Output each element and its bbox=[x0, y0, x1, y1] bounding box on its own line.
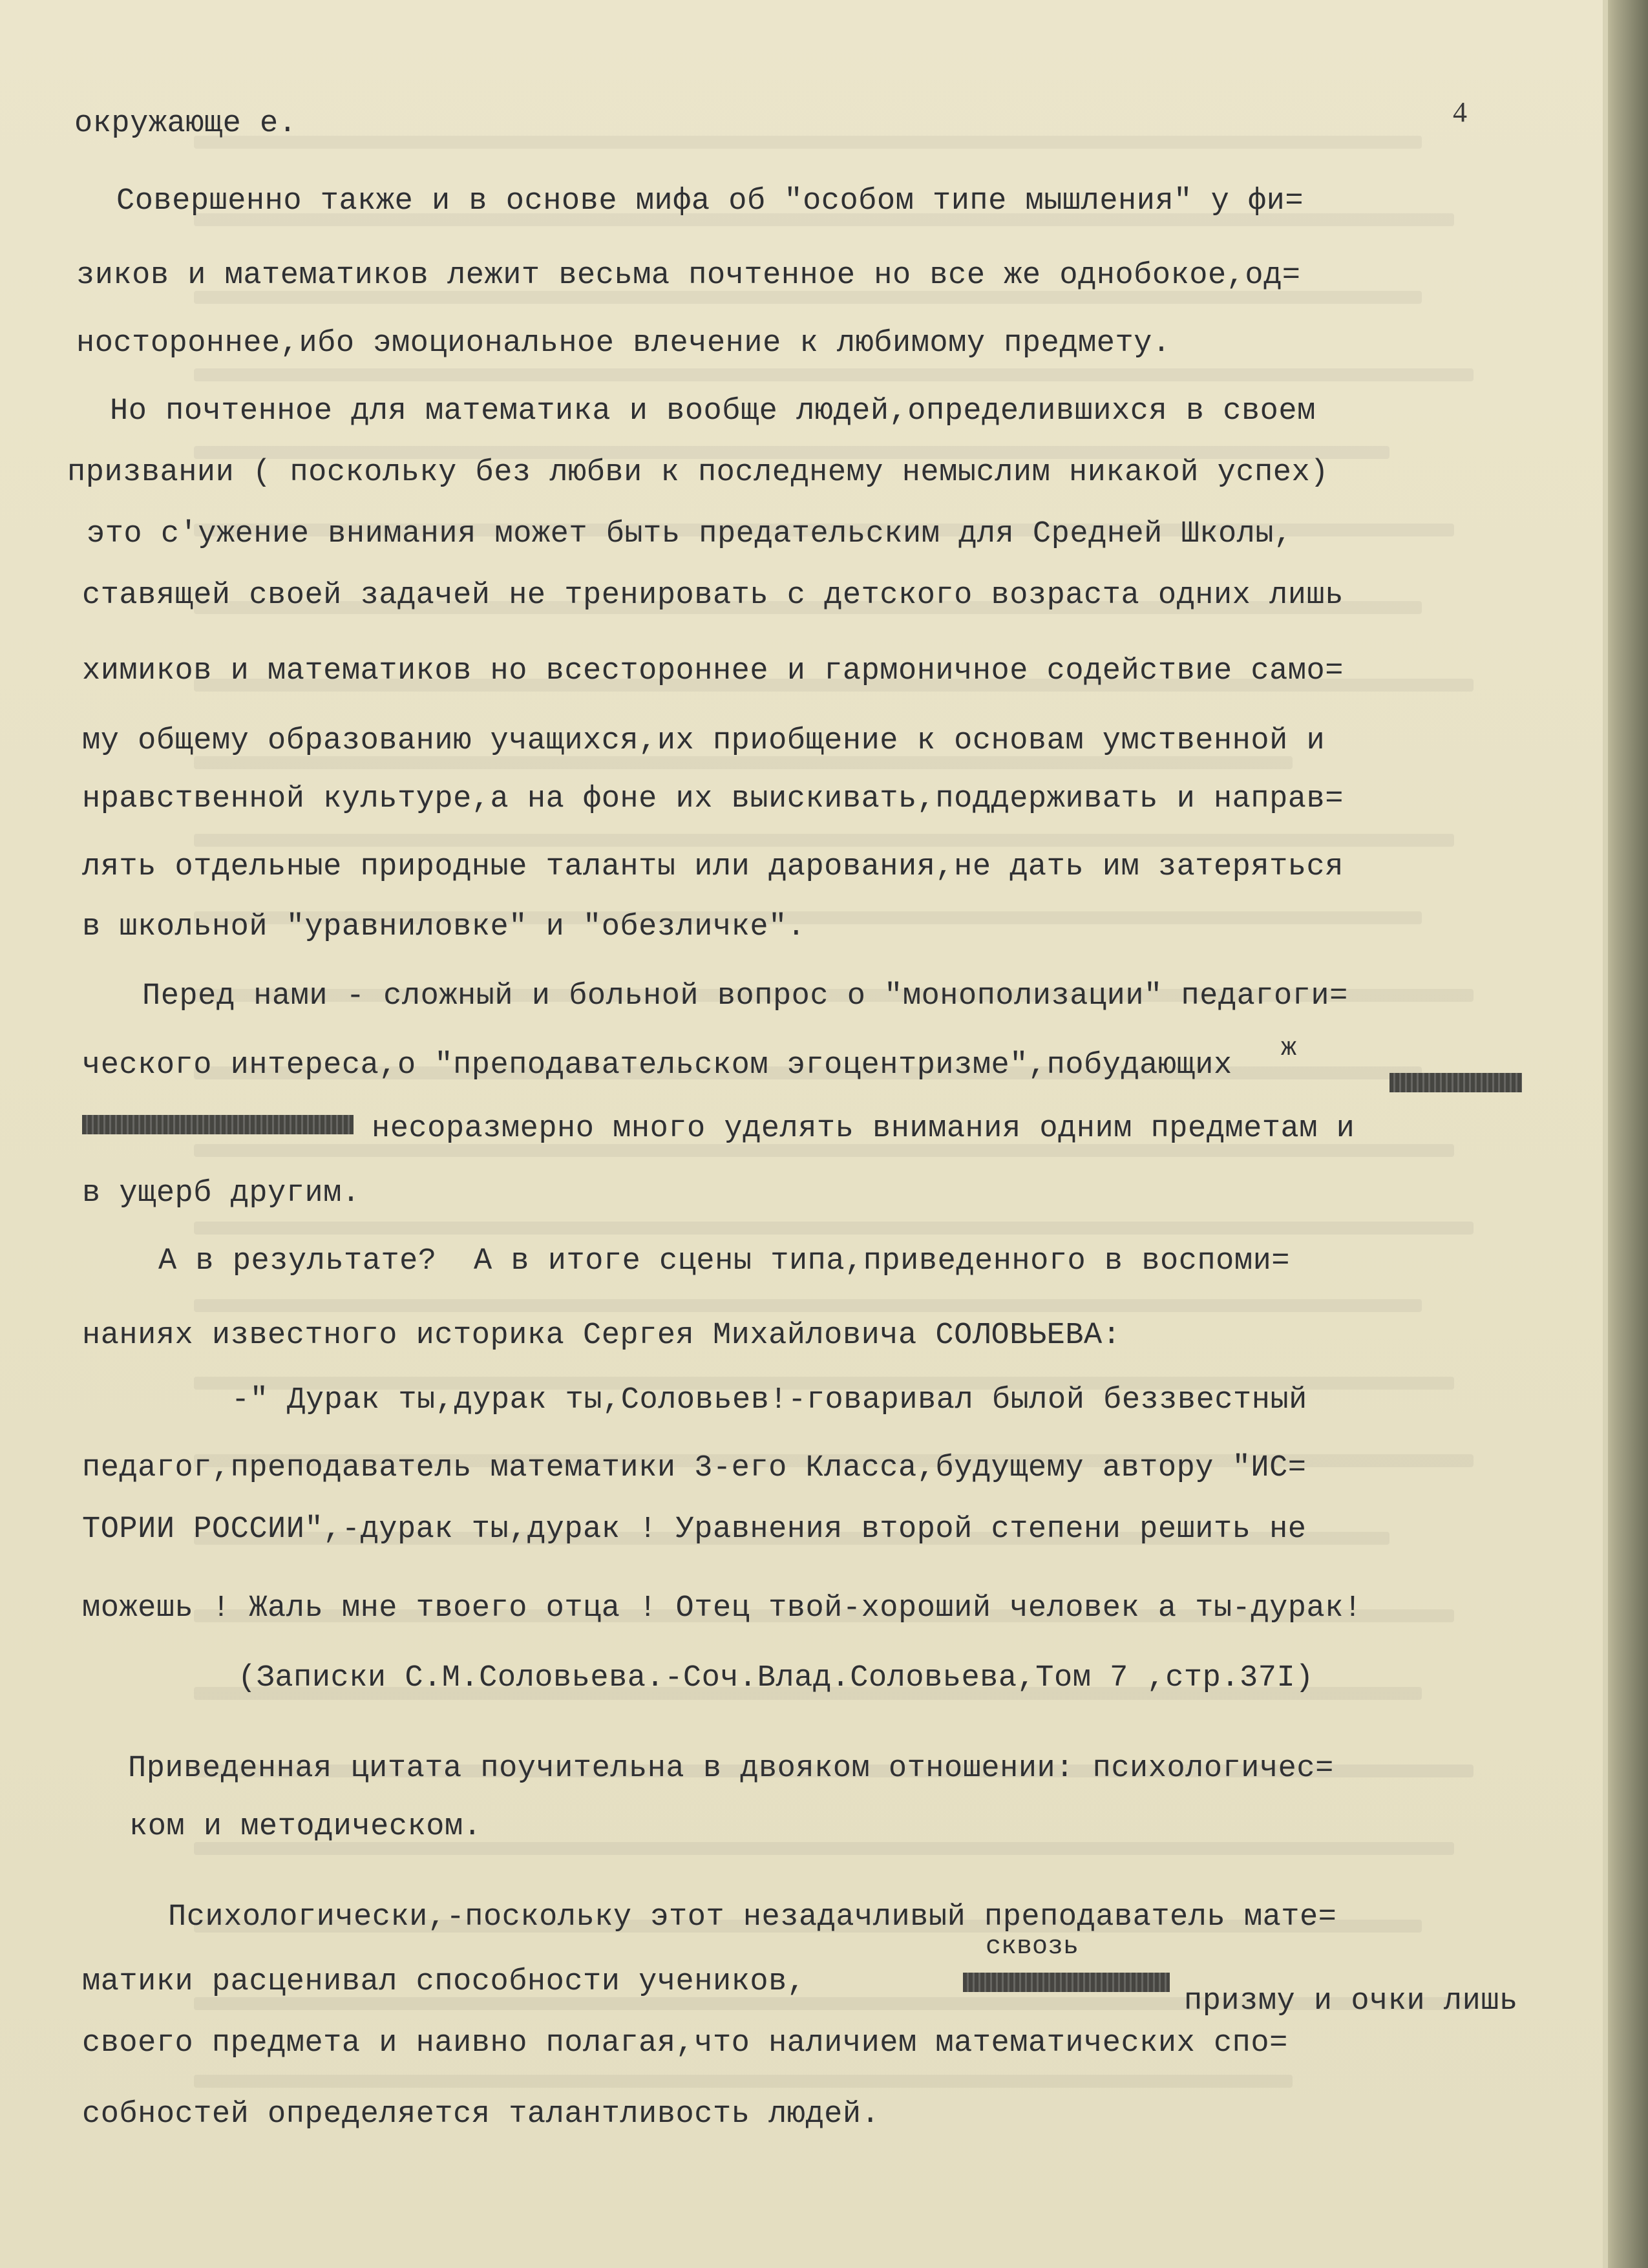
text-line: химиков и математиков но всестороннее и гармоничное содействие само= bbox=[82, 654, 1344, 688]
struck-out-text bbox=[82, 1115, 354, 1134]
struck-out-text bbox=[963, 1973, 1170, 1992]
text-line: му общему образованию учащихся,их приобщение к основам умственной и bbox=[82, 724, 1326, 758]
scanner-background-edge bbox=[1603, 0, 1648, 2268]
text-line: ческого интереса,о "преподавательском эгоцентризме",побудающих bbox=[82, 1048, 1232, 1083]
text-line: Психологически,-поскольку этот незадачливый преподаватель мате= bbox=[168, 1900, 1337, 1934]
text-line: ностороннее,ибо эмоциональное влечение к любимому предмету. bbox=[76, 326, 1171, 361]
text-line: нравственной культуре,а на фоне их выискивать,поддерживать и направ= bbox=[82, 782, 1344, 816]
text-line: Перед нами - сложный и больной вопрос о "монополизации" педагоги= bbox=[142, 979, 1348, 1013]
text-line: собностей определяется талантливость людей. bbox=[82, 2097, 880, 2132]
text-line: А в результате? А в итоге сцены типа,приведенного в воспоми= bbox=[158, 1244, 1290, 1278]
handwritten-insert: ж bbox=[1281, 1034, 1297, 1063]
text-line: Совершенно также и в основе мифа об "особом типе мышления" у фи= bbox=[116, 184, 1304, 218]
text-line: несоразмерно много уделять внимания одним предметам и bbox=[372, 1112, 1355, 1146]
text-line: матики расценивал способности учеников, bbox=[82, 1965, 806, 1999]
text-line: Но почтенное для математика и вообще людей,определившихся в своем bbox=[110, 394, 1316, 429]
handwritten-insert: сквозь bbox=[986, 1933, 1079, 1962]
text-line: лять отдельные природные таланты или дарования,не дать им затеряться bbox=[82, 850, 1344, 884]
text-line: педагог,преподаватель математики 3-его Класса,будущему автору "ИС= bbox=[82, 1451, 1307, 1485]
text-line: ком и методическом. bbox=[129, 1810, 482, 1844]
text-line: -" Дурак ты,дурак ты,Соловьев!-говаривал былой беззвестный bbox=[231, 1383, 1307, 1417]
text-line: призвании ( поскольку без любви к последнему немыслим никакой успех) bbox=[67, 456, 1329, 490]
text-line: ставящей своей задачей не тренировать с детского возраста одних лишь bbox=[82, 578, 1344, 613]
page-number: 4 bbox=[1453, 96, 1467, 128]
text-line: в школьной "уравниловке" и "обезличке". bbox=[82, 910, 806, 944]
text-line: зиков и математиков лежит весьма почтенное но все же однобокое,од= bbox=[76, 259, 1301, 293]
text-line: своего предмета и наивно полагая,что наличием математических спо= bbox=[82, 2026, 1288, 2061]
paper-edge bbox=[1603, 0, 1608, 2268]
text-line: призму и очки лишь bbox=[1184, 1984, 1518, 2019]
text-line: это с'ужение внимания может быть предательским для Средней Школы, bbox=[87, 517, 1293, 551]
text-line: окружающе е. bbox=[74, 107, 297, 141]
text-line: можешь ! Жаль мне твоего отца ! Отец твой-хороший человек а ты-дурак! bbox=[82, 1591, 1362, 1626]
text-line: в ущерб другим. bbox=[82, 1176, 361, 1211]
text-line: Приведенная цитата поучительна в двояком отношении: психологичес= bbox=[128, 1752, 1334, 1786]
text-line: (Записки С.М.Соловьева.-Соч.Влад.Соловьева,Том 7 ,стр.37I) bbox=[238, 1661, 1314, 1695]
text-line: ТОРИИ РОССИИ",-дурак ты,дурак ! Уравнения второй степени решить не bbox=[82, 1512, 1307, 1547]
text-line: наниях известного историка Сергея Михайловича СОЛОВЬЕВА: bbox=[82, 1319, 1121, 1353]
struck-out-text bbox=[1389, 1073, 1522, 1092]
